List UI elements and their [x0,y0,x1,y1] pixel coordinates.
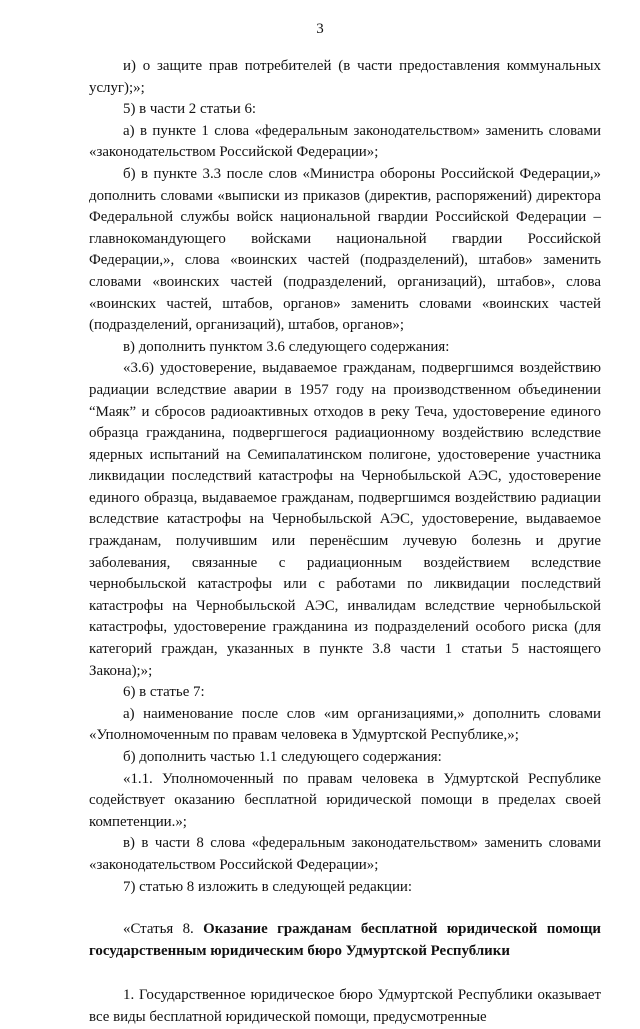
article-8-heading [89,919,601,962]
paragraph-item-7: 7) статью 8 изложить в следующей редакции: [123,878,413,895]
paragraph-point-3-6: «3.6) удостоверение, выдаваемое гражданам, подвергшимся воздействию радиации вследствие аварии в 1957 году на производственном объединении “Маяк” и сбросов радиоактивных отходов в реку Теча, удостоверение единого образца гражданина, подвергшегося радиационному воздействию вследствие ядерных испытаний на Семипалатинском полигоне, удостоверение участника ликвидации последствий катастрофы на Чернобыльской АЭС, удостоверение единого образца, выдаваемое гражданам, подвергшимся воздействию радиации вследствие катастрофы на Чернобыльской АЭС, удостоверение, выдаваемое гражданам, получившим или перенёсшим лучевую болезнь и другие заболевания, связанные с радиационным воздействием вследствие чернобыльской катастрофы или с работами по ликвидации последствий катастрофы на Чернобыльской АЭС, инвалидам вследствие чернобыльской катастрофы, удостоверение гражданина из подразделений особого риска (для категорий граждан, указанных в пункте 3.8 части 1 статьи 5 настоящего Закона);»; [89,360,601,679]
paragraph-item-6: 6) в статье 7: [123,684,205,701]
paragraph-consumer-rights: и) о защите прав потребителей (в части предоставления коммунальных услуг);»; [89,58,601,96]
page-number: 3 [316,21,324,37]
document-body [89,56,601,1029]
paragraph-article-8-point-1: 1. Государственное юридическое бюро Удмуртской Республики оказывает все виды бесплатной юридической помощи, предусмотренные [89,987,601,1025]
article-title: Оказание гражданам бесплатной юридической помощи государственным юридическим бюро Удмуртской Республики [89,921,601,959]
paragraph-item-5b: б) в пункте 3.3 после слов «Министра обороны Российской Федерации,» дополнить словами «выписки из приказов (директив, распоряжений) директора Федеральной службы войск национальной гвардии Российской Федерации – главнокомандующего войсками национальной гвардии Российской Федерации,», слова «воинских частей (подразделений), штабов» заменить словами «воинских частей (подразделений, организаций), штабов», слова «воинских частей, штабов, органов» заменить словами «воинских частей (подразделений, организаций), штабов, органов»; [89,165,601,334]
paragraph-item-6a: а) наименование после слов «им организациями,» дополнить словами «Уполномоченным по правам человека в Удмуртской Республике,»; [89,705,601,744]
paragraph-part-1-1: «1.1. Уполномоченный по правам человека в Удмуртской Республике содействует оказанию бесплатной юридической помощи в пределах своей компетенции.»; [89,770,601,830]
paragraph-item-5a: а) в пункте 1 слова «федеральным законодательством» заменить словами «законодательством Российской Федерации»; [89,122,601,161]
paragraph-item-6b: б) дополнить частью 1.1 следующего содержания: [123,749,442,765]
paragraph-item-5v: в) дополнить пунктом 3.6 следующего содержания: [123,338,450,355]
article-prefix: «Статья 8. [123,921,204,938]
paragraph-item-6v: в) в части 8 слова «федеральным законодательством» заменить словами «законодательством Российской Федерации»; [89,835,601,873]
paragraph-item-5: 5) в части 2 статьи 6: [123,101,257,118]
